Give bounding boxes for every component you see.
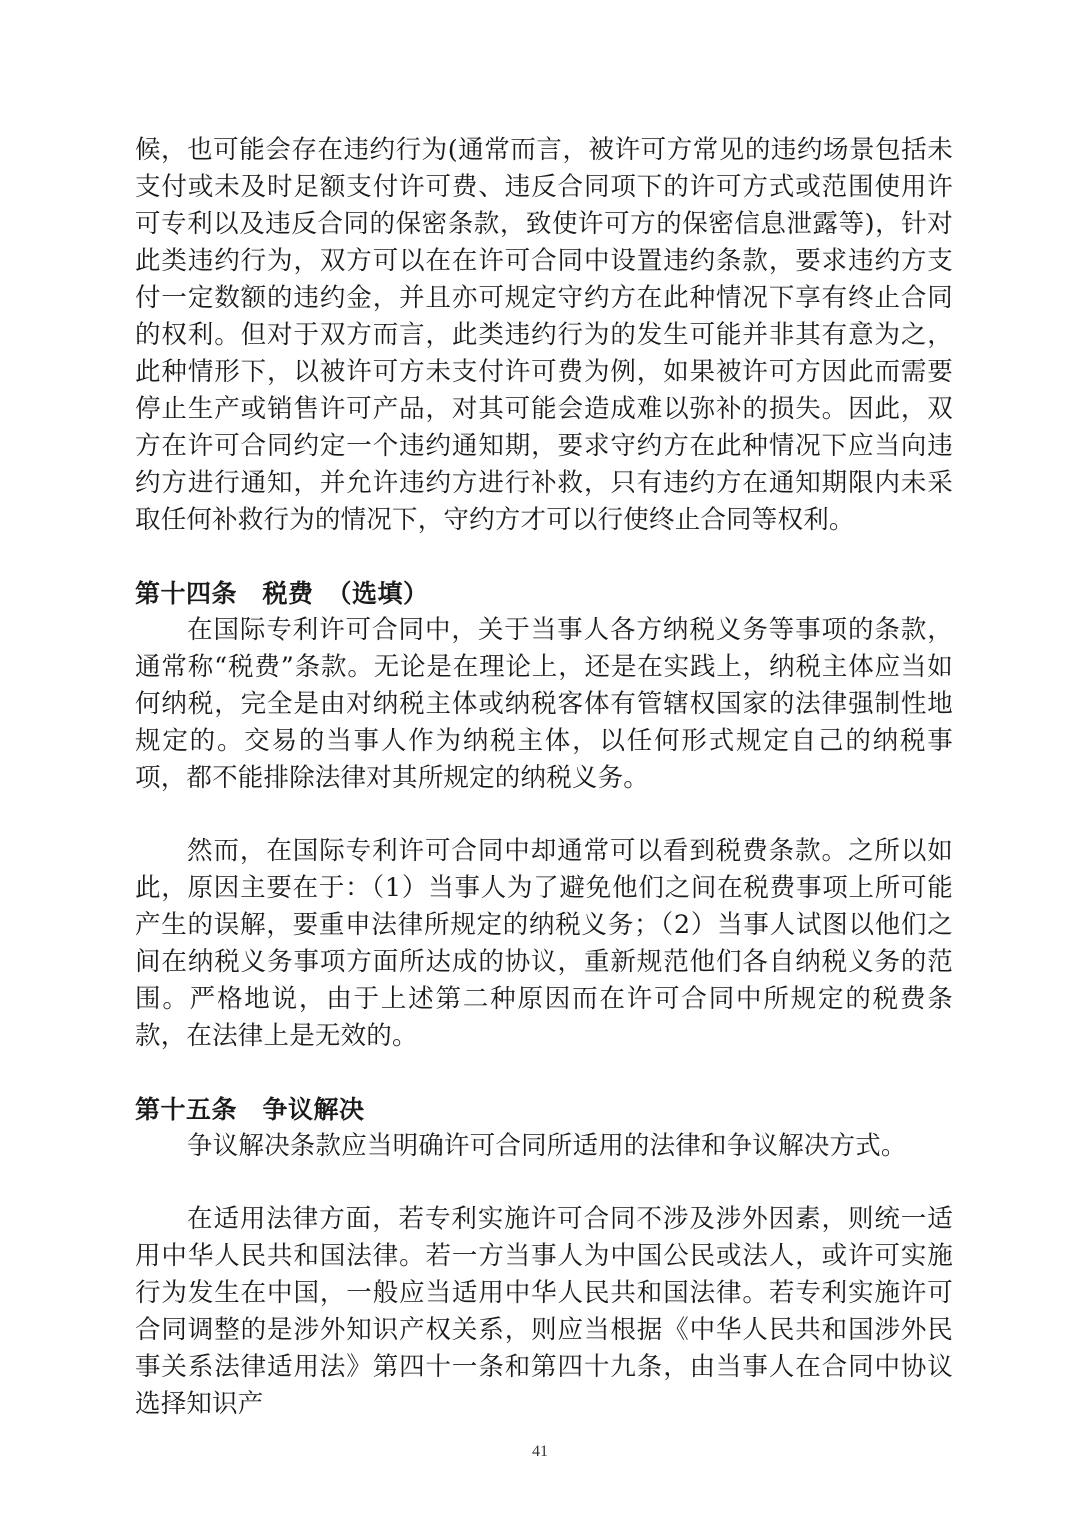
paragraph-gap xyxy=(135,797,953,833)
section-15-paragraph-1: 争议解决条款应当明确许可合同所适用的法律和争议解决方式。 xyxy=(187,1131,907,1161)
section-14-paragraph-1: 在国际专利许可合同中，关于当事人各方纳税义务等事项的条款，通常称“税费”条款。无论是在理论上，还是在实践上，纳税主体应当如何纳税，完全是由对纳税主体或纳税客体有管辖权国家的法律强制性地规定的。交易的当事人作为纳税主体，以任何形式规定自己的纳税事项，都不能排除法律对其所规定的纳税义务。 xyxy=(135,615,953,793)
paragraph-gap xyxy=(135,1055,953,1091)
paragraph-gap xyxy=(135,539,953,575)
section-15-heading: 第十五条 争议解决 xyxy=(135,1095,365,1124)
paragraph-gap xyxy=(135,1165,953,1201)
section-14-heading: 第十四条 税费 （选填） xyxy=(135,579,429,608)
page-number: 41 xyxy=(532,1443,548,1460)
section-14-paragraph-2: 然而，在国际专利许可合同中却通常可以看到税费条款。之所以如此，原因主要在于：（1）当事人为了避免他们之间在税费事项上所可能产生的误解，要重申法律所规定的纳税义务；（2）当事人试图以他们之间在纳税义务事项方面所达成的协议，重新规范他们各自纳税义务的范围。严格地说，由于上述第二种原因而在许可合同中所规定的税费条款，在法律上是无效的。 xyxy=(135,836,953,1051)
continued-paragraph: 候，也可能会存在违约行为(通常而言，被许可方常见的违约场景包括未支付或未及时足额支付许可费、违反合同项下的许可方式或范围使用许可专利以及违反合同的保密条款，致使许可方的保密信息泄露等)，针对此类违约行为，双方可以在在许可合同中设置违约条款，要求违约方支付一定数额的违约金，并且亦可规定守约方在此种情况下享有终止合同的权利。但对于双方而言，此类违约行为的发生可能并非其有意为之，此种情形下，以被许可方未支付许可费为例，如果被许可方因此而需要停止生产或销售许可产品，对其可能会造成难以弥补的损失。因此，双方在许可合同约定一个违约通知期，要求守约方在此种情况下应当向违约方进行通知，并允许违约方进行补救，只有违约方在通知期限内未采取任何补救行为的情况下，守约方才可以行使终止合同等权利。 xyxy=(135,135,953,535)
page-content xyxy=(135,132,953,1423)
section-15-paragraph-2: 在适用法律方面，若专利实施许可合同不涉及涉外因素，则统一适用中华人民共和国法律。若一方当事人为中国公民或法人，或许可实施行为发生在中国，一般应当适用中华人民共和国法律。若专利实施许可合同调整的是涉外知识产权关系，则应当根据《中华人民共和国涉外民事关系法律适用法》第四十一条和第四十九条，由当事人在合同中协议选择知识产 xyxy=(135,1204,953,1419)
